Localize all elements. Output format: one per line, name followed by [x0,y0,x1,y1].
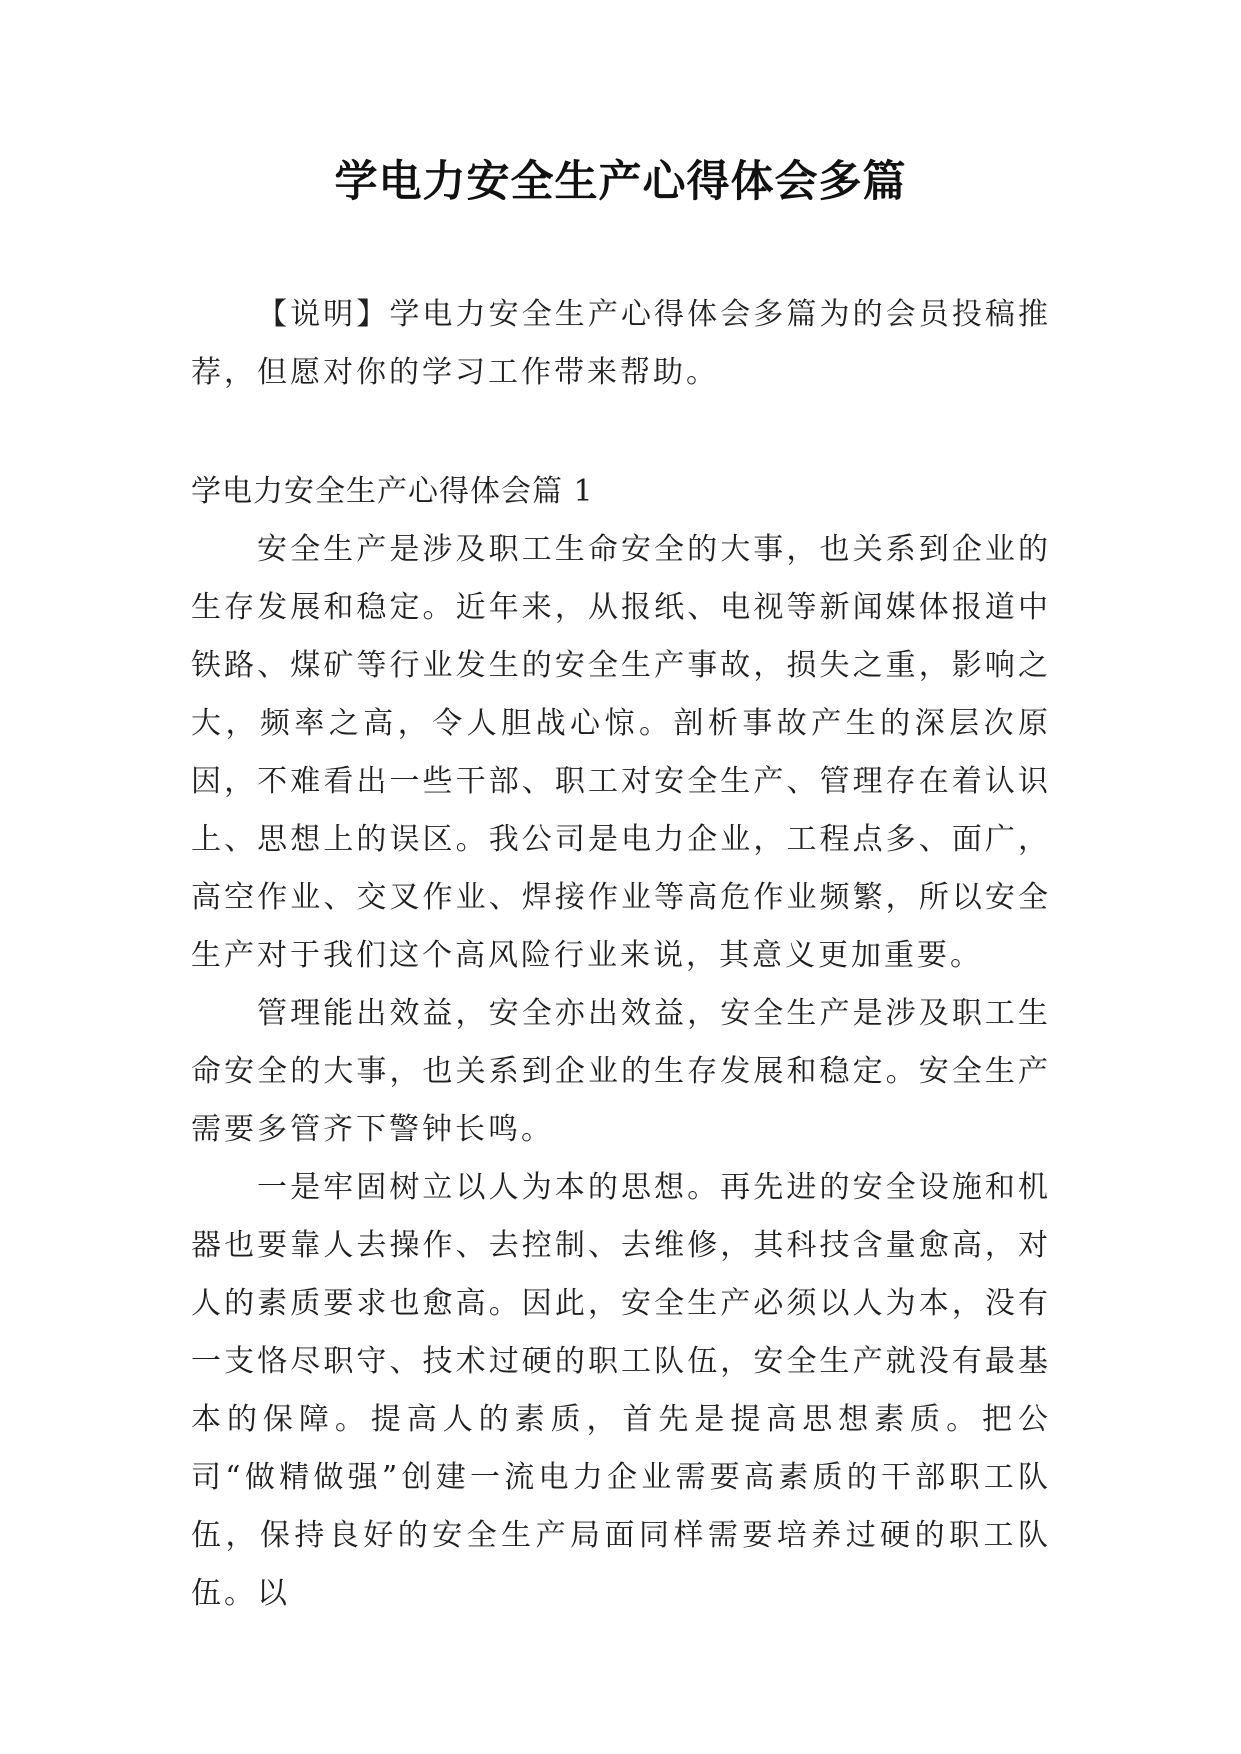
paragraph-3: 一是牢固树立以人为本的思想。再先进的安全设施和机器也要靠人去操作、去控制、去维修，其科技含量愈高，对人的素质要求也愈高。因此，安全生产必须以人为本，没有一支恪尽职守、技术过硬的职工队伍，安全生产就没有最基本的保障。提高人的素质，首先是提高思想素质。把公司“做精做强”创建一流电力企业需要高素质的干部职工队伍，保持良好的安全生产局面同样需要培养过硬的职工队伍。以 [191,1170,1051,1611]
paragraph-1: 安全生产是涉及职工生命安全的大事，也关系到企业的生存发展和稳定。近年来，从报纸、电视等新闻媒体报道中铁路、煤矿等行业发生的安全生产事故，损失之重，影响之大，频率之高，令人胆战心惊。剖析事故产生的深层次原因，不难看出一些干部、职工对安全生产、管理存在着认识上、思想上的误区。我公司是电力企业，工程点多、面广，高空作业、交叉作业、焊接作业等高危作业频繁，所以安全生产对于我们这个高风险行业来说，其意义更加重要。 [191,532,1051,973]
article-body [191,463,1051,1623]
section-heading: 学电力安全生产心得体会篇 1 [191,474,594,509]
document-note: 【说明】学电力安全生产心得体会多篇为的会员投稿推荐，但愿对你的学习工作带来帮助。 [191,297,1051,390]
document-note-block [191,286,1051,402]
paragraph-2: 管理能出效益，安全亦出效益，安全生产是涉及职工生命安全的大事，也关系到企业的生存发展和稳定。安全生产需要多管齐下警钟长鸣。 [191,996,1051,1147]
document-title: 学电力安全生产心得体会多篇 [334,157,907,207]
